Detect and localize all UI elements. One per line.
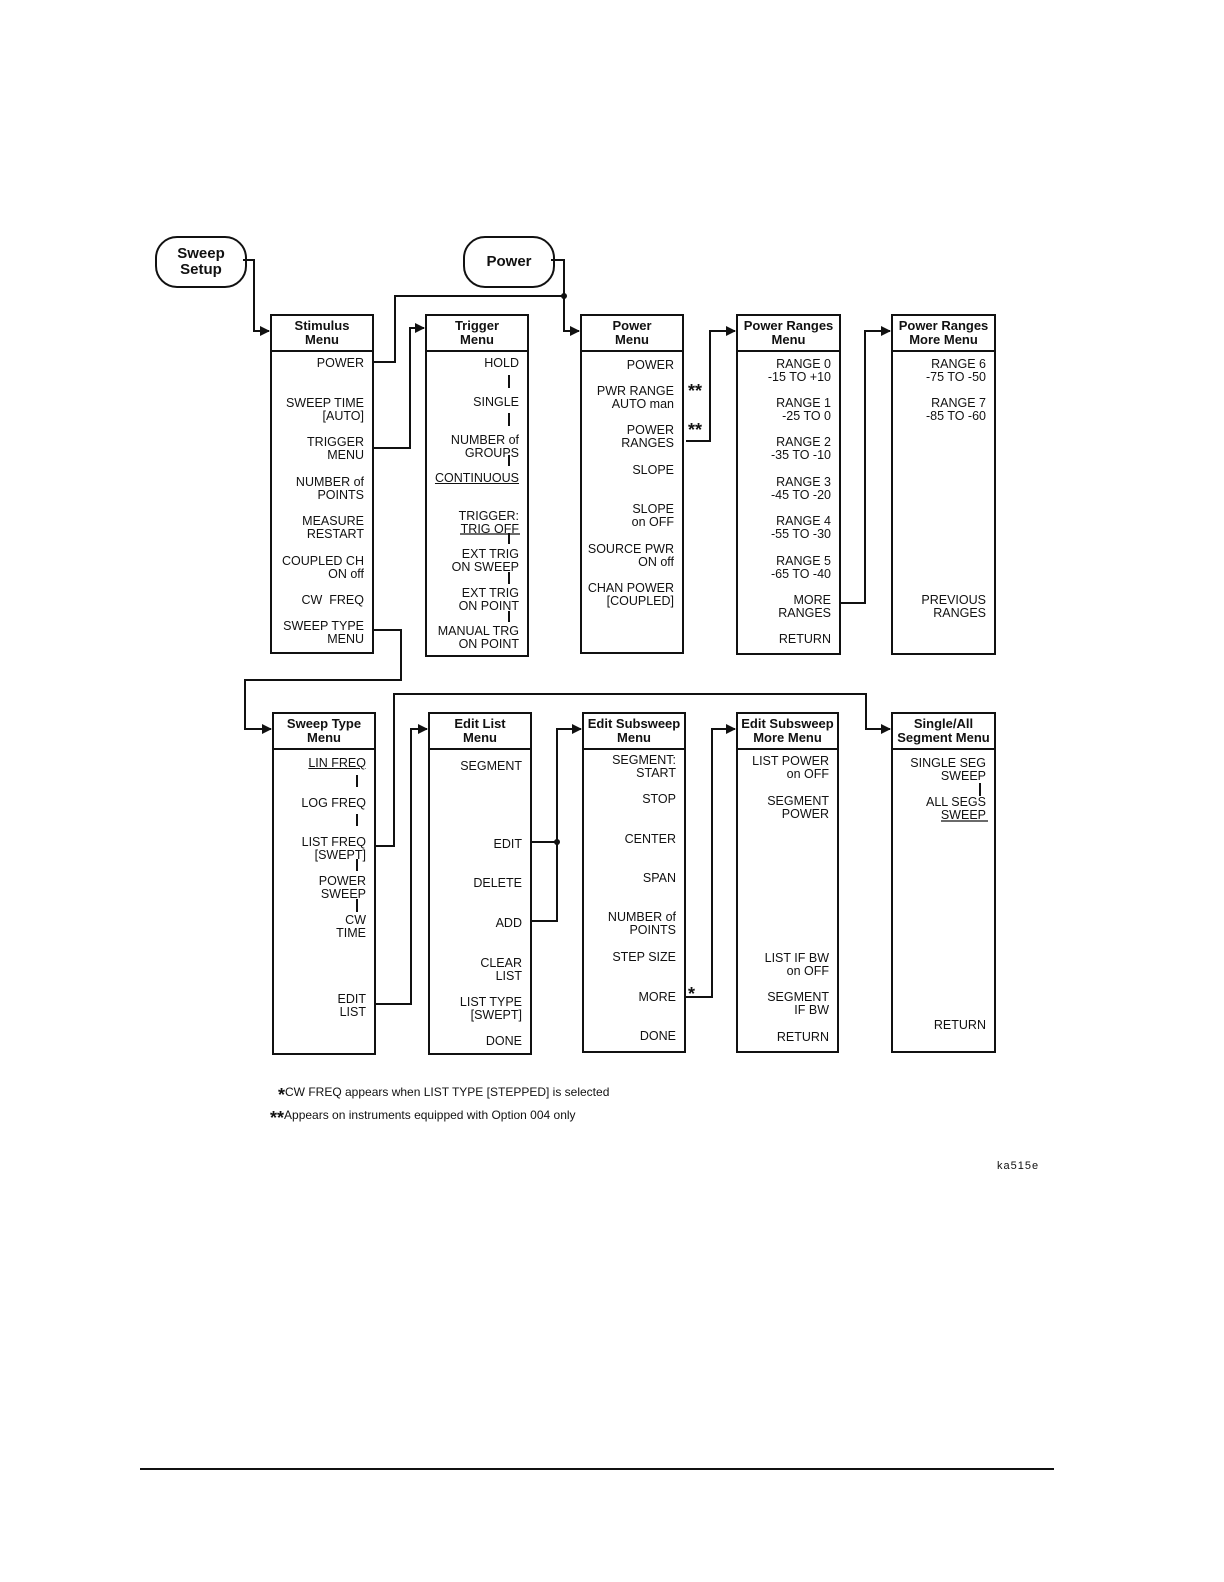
- sweep-type-item-power-sweep: POWER SWEEP: [318, 874, 366, 901]
- trigger-item-manual-trg: MANUAL TRG ON POINT: [437, 624, 519, 651]
- footnote-1-symbol: *: [278, 1085, 286, 1105]
- edit-subsweep-more-item-list-if-bw: LIST IF BW on OFF: [764, 951, 829, 978]
- edit-subsweep-more-item-return: RETURN: [776, 1030, 829, 1044]
- sweep-type-item-lin-freq: LIN FREQ: [308, 756, 366, 770]
- connector-more-ranges: [841, 331, 890, 603]
- sweep-type-item-list-freq: LIST FREQ [SWEPT]: [301, 835, 366, 862]
- stimulus-item-cw-freq: CW FREQ: [301, 593, 364, 607]
- sweep-type-item-edit-list: EDIT LIST: [337, 992, 366, 1019]
- junction-power: [561, 293, 567, 299]
- power-ranges-item-range-1: RANGE 1 -25 TO 0: [776, 396, 831, 423]
- power-ranges-menu-title: Power Ranges Menu: [738, 316, 839, 352]
- footnote-1: [278, 1085, 609, 1106]
- power-menu-title: Power Menu: [582, 316, 682, 352]
- connector-stimulus-power: [374, 296, 564, 362]
- single-all-item-return: RETURN: [933, 1018, 986, 1032]
- edit-subsweep-item-span: SPAN: [642, 871, 676, 885]
- power-ranges-more-menu-title: Power Ranges More Menu: [893, 316, 994, 352]
- power-ranges-item-range-5: RANGE 5 -65 TO -40: [771, 554, 831, 581]
- power-item-slope: SLOPE: [632, 463, 674, 477]
- power-ranges-more-item-range-7: RANGE 7 -85 TO -60: [926, 396, 986, 423]
- power-ranges-item-range-3: RANGE 3 -45 TO -20: [771, 475, 831, 502]
- edit-subsweep-item-center: CENTER: [624, 832, 676, 846]
- footnote-1-text: CW FREQ appears when LIST TYPE [STEPPED] is selected: [285, 1085, 610, 1099]
- junction-edit: [554, 839, 560, 845]
- connector-sweep-setup-stimulus: [243, 260, 269, 331]
- power-ranges-item-range-4: RANGE 4 -55 TO -30: [771, 514, 831, 541]
- trigger-item-hold: HOLD: [484, 356, 519, 370]
- power-ranges-item-more-ranges: MORE RANGES: [778, 593, 831, 620]
- power-item-chan-power: CHAN POWER [COUPLED]: [587, 581, 674, 608]
- figure-id: ka515e: [997, 1160, 1040, 1172]
- sweep-type-item-cw-time: CW TIME: [336, 913, 366, 940]
- edit-subsweep-menu-title: Edit Subsweep Menu: [584, 714, 684, 750]
- stimulus-item-number-of-points: NUMBER of POINTS: [295, 475, 364, 502]
- connector-add: [532, 729, 581, 921]
- edit-subsweep-more-item-list-power: LIST POWER on OFF: [752, 754, 829, 781]
- edit-subsweep-more-item-segment-power: SEGMENT POWER: [767, 794, 829, 821]
- edit-subsweep-item-segment-start: SEGMENT: START: [612, 753, 676, 780]
- footnote-2: [270, 1108, 576, 1129]
- all-segs-label: ALL SEGS SWEEP: [926, 795, 986, 822]
- edit-list-item-clear-list: CLEAR LIST: [480, 956, 522, 983]
- trigger-menu-title: Trigger Menu: [427, 316, 527, 352]
- cw-freq-footnote-mark: *: [688, 984, 696, 1004]
- edit-subsweep-item-number-of-points: NUMBER of POINTS: [607, 910, 676, 937]
- option-004-mark-power-ranges: **: [688, 420, 703, 440]
- trigger-item-ext-trig-sweep: EXT TRIG ON SWEEP: [451, 547, 519, 574]
- edit-list-item-delete: DELETE: [473, 876, 522, 890]
- edit-subsweep-item-step-size: STEP SIZE: [612, 950, 676, 964]
- edit-subsweep-more-menu-title: Edit Subsweep More Menu: [738, 714, 837, 750]
- edit-list-item-edit: EDIT: [493, 837, 522, 851]
- power-item-power-ranges: POWER RANGES: [621, 423, 674, 450]
- stimulus-item-coupled-ch: COUPLED CH ON off: [282, 554, 364, 581]
- bottom-rule: [140, 1468, 1054, 1470]
- edit-list-menu-title: Edit List Menu: [430, 714, 530, 750]
- footnote-2-symbol: **: [270, 1108, 285, 1128]
- sweep-type-item-log-freq: LOG FREQ: [301, 796, 366, 810]
- trigger-item-number-of-groups: NUMBER of GROUPS: [450, 433, 519, 460]
- trigger-item-single: SINGLE: [473, 395, 519, 409]
- trigger-item-trigger-off: TRIGGER: TRIG OFF: [458, 509, 519, 536]
- edit-subsweep-item-stop: STOP: [642, 792, 676, 806]
- stimulus-item-power: POWER: [316, 356, 364, 370]
- power-item-power: POWER: [626, 358, 674, 372]
- connector-more: [686, 729, 735, 997]
- stimulus-menu-title: Stimulus Menu: [272, 316, 372, 352]
- connector-trigger-menu: [374, 328, 424, 448]
- power-ranges-more-item-range-6: RANGE 6 -75 TO -50: [926, 357, 986, 384]
- sweep-type-menu-title: Sweep Type Menu: [274, 714, 374, 750]
- single-all-item-single-seg: SINGLE SEG SWEEP: [910, 756, 986, 783]
- stimulus-item-sweep-time: SWEEP TIME [AUTO]: [285, 396, 364, 423]
- connector-list-freq: [376, 694, 890, 846]
- stimulus-item-measure-restart: MEASURE RESTART: [302, 514, 364, 541]
- power-ranges-item-range-0: RANGE 0 -15 TO +10: [767, 357, 831, 384]
- option-004-mark-pwr-range: **: [688, 381, 703, 401]
- power-ranges-item-return: RETURN: [778, 632, 831, 646]
- power-ranges-item-range-2: RANGE 2 -35 TO -10: [771, 435, 831, 462]
- connector-sweep-type: [245, 630, 401, 729]
- edit-list-item-segment: SEGMENT: [460, 759, 522, 773]
- footnote-2-text: Appears on instruments equipped with Option 004 only: [284, 1108, 576, 1122]
- edit-list-item-done: DONE: [485, 1034, 522, 1048]
- power-ranges-more-item-previous: PREVIOUS RANGES: [921, 593, 986, 620]
- power-item-pwr-range: PWR RANGE AUTO man: [596, 384, 674, 411]
- sweep-setup-hardkey: Sweep Setup: [155, 236, 247, 288]
- edit-list-item-list-type: LIST TYPE [SWEPT]: [459, 995, 522, 1022]
- stimulus-item-trigger-menu: TRIGGER MENU: [307, 435, 364, 462]
- trigger-item-ext-trig-point: EXT TRIG ON POINT: [458, 586, 519, 613]
- edit-subsweep-item-done: DONE: [639, 1029, 676, 1043]
- power-hardkey: Power: [463, 236, 555, 288]
- single-all-segment-menu-title: Single/All Segment Menu: [893, 714, 994, 750]
- trigger-item-continuous: CONTINUOUS: [434, 471, 519, 485]
- edit-list-item-add: ADD: [495, 916, 522, 930]
- connector-power-ranges: [686, 331, 735, 441]
- connector-edit-list: [376, 729, 427, 1004]
- power-item-slope-on-off: SLOPE on OFF: [631, 502, 674, 529]
- edit-subsweep-item-more: MORE: [638, 990, 676, 1004]
- edit-subsweep-more-item-segment-if-bw: SEGMENT IF BW: [767, 990, 829, 1017]
- stimulus-item-sweep-type-menu: SWEEP TYPE MENU: [283, 619, 364, 646]
- power-item-source-pwr: SOURCE PWR ON off: [587, 542, 674, 569]
